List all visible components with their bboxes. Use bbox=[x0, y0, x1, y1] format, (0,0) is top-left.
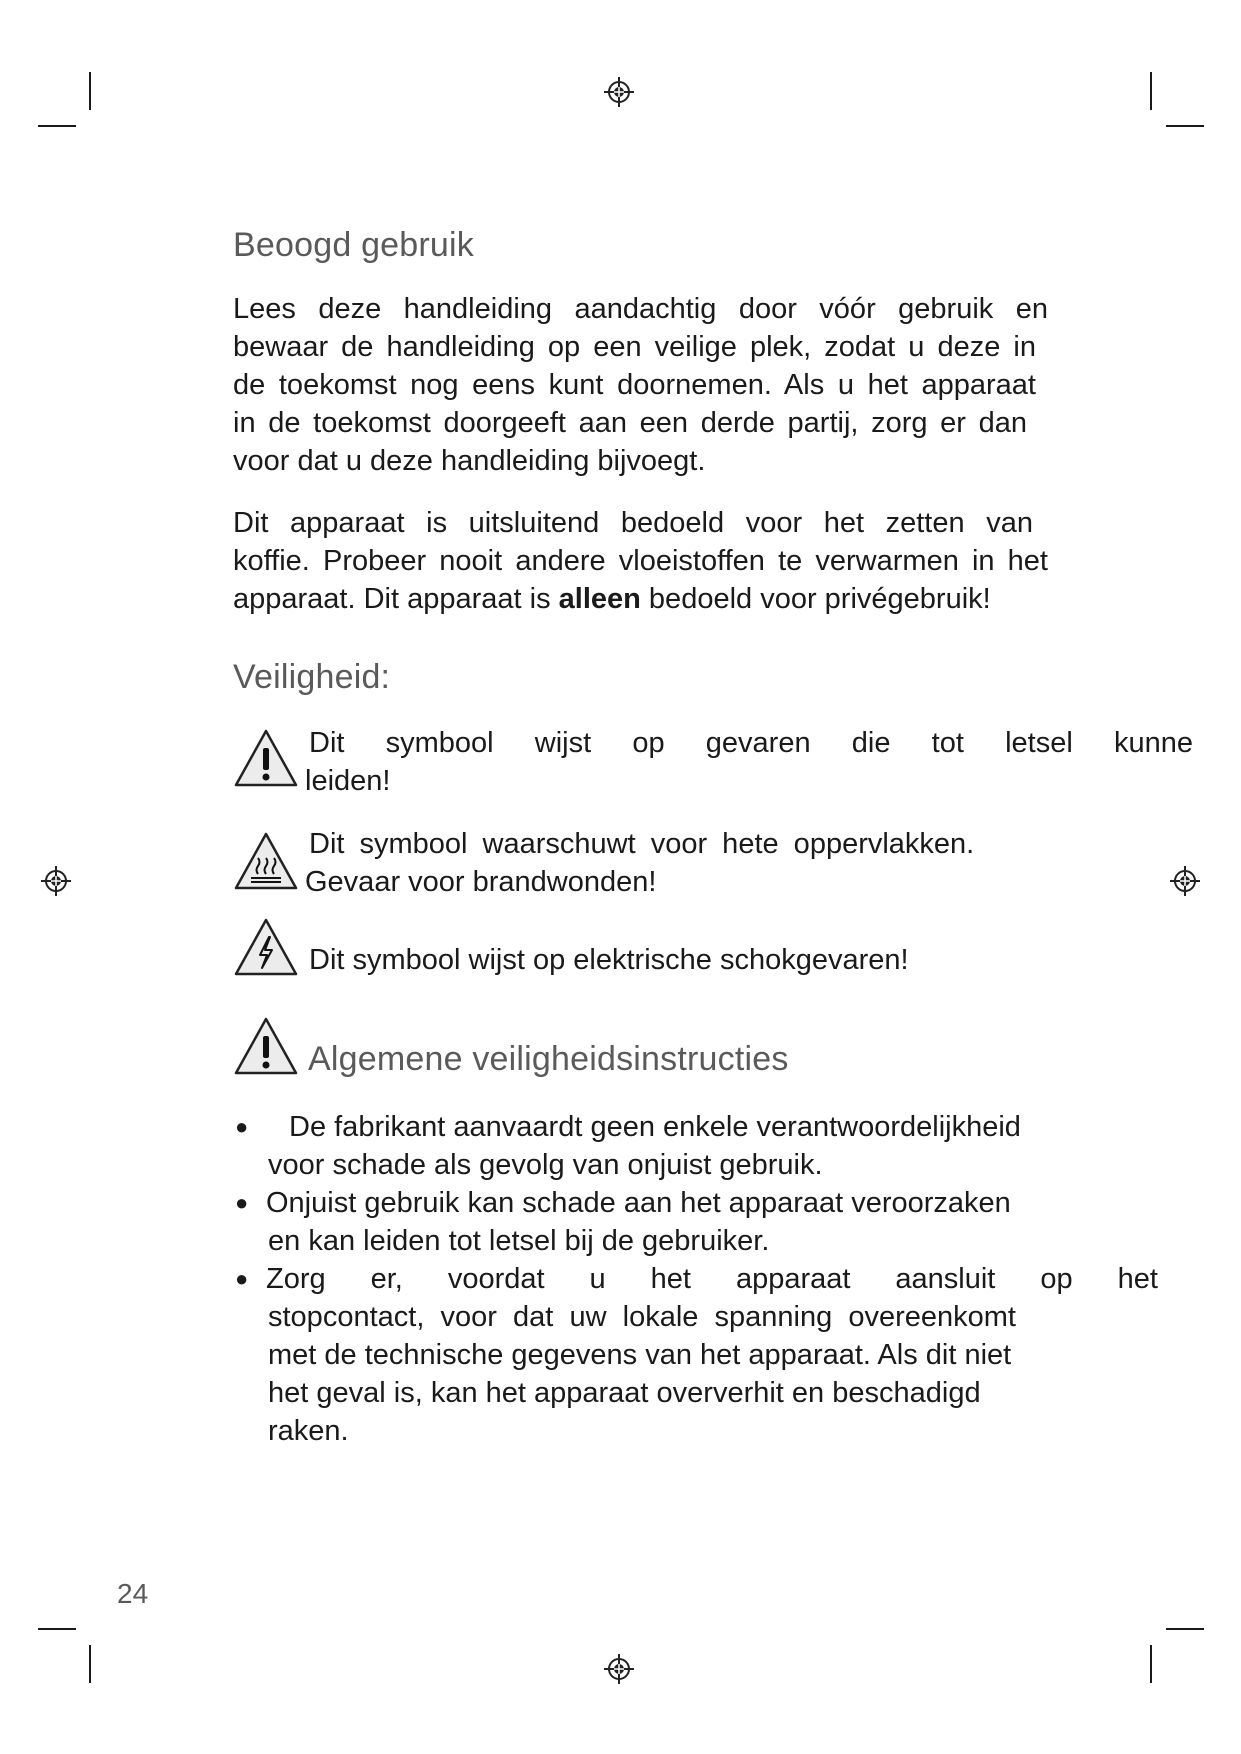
list-item bbox=[233, 1260, 1158, 1450]
section-heading-safety: Veiligheid: bbox=[233, 658, 391, 696]
text-line: de toekomst nog eens kunt doornemen. Als u het apparaat bbox=[233, 369, 1036, 401]
text-line: bewaar de handleiding op een veilige plek, zodat u deze in bbox=[233, 331, 1036, 363]
text-line: en kan leiden tot letsel bij de gebruiker. bbox=[268, 1225, 770, 1257]
text-line: Gevaar voor brandwonden! bbox=[305, 866, 657, 898]
text-line: voor dat u deze handleiding bijvoegt. bbox=[233, 445, 706, 477]
word: wijst bbox=[534, 727, 592, 759]
word: apparaat bbox=[735, 1263, 851, 1295]
section-heading-general-safety: Algemene veiligheidsinstructies bbox=[308, 1040, 789, 1078]
word: gevaren bbox=[705, 727, 811, 759]
text-line: Dit symbool waarschuwt voor hete oppervlakken. bbox=[309, 828, 975, 860]
crop-mark bbox=[89, 72, 91, 110]
text-line: leiden! bbox=[305, 765, 391, 797]
crop-mark bbox=[38, 1628, 76, 1630]
word: op bbox=[632, 727, 665, 759]
page-number: 24 bbox=[117, 1578, 149, 1609]
text-line bbox=[233, 580, 1048, 618]
crop-mark bbox=[1150, 1645, 1152, 1683]
word: die bbox=[851, 727, 891, 759]
word: Dit bbox=[309, 727, 345, 759]
word: het bbox=[1117, 1263, 1158, 1295]
intended-use-paragraph-2 bbox=[233, 504, 1048, 618]
text-line: Onjuist gebruik kan schade aan het apparaat veroorzaken bbox=[266, 1187, 1011, 1219]
bullet-dot-icon: ● bbox=[235, 1266, 249, 1291]
word: Zorg bbox=[266, 1263, 326, 1295]
word: letsel bbox=[1005, 727, 1073, 759]
warning-exclamation-icon bbox=[233, 728, 299, 788]
safety-bullet-list bbox=[233, 1108, 1158, 1448]
text-line: Dit apparaat is uitsluitend bedoeld voor het zetten van bbox=[233, 507, 1033, 539]
symbol-row-danger bbox=[233, 724, 1193, 804]
hot-surface-icon bbox=[233, 831, 299, 891]
registration-mark-icon bbox=[604, 77, 634, 107]
crop-mark bbox=[89, 1645, 91, 1683]
justified-line bbox=[305, 825, 1057, 863]
symbol-row-electric-shock bbox=[233, 915, 1193, 985]
emphasis-alleen: alleen bbox=[558, 583, 641, 615]
registration-mark-icon bbox=[604, 1654, 634, 1684]
text-run: apparaat. Dit apparaat is bbox=[233, 583, 559, 615]
word: voordat bbox=[447, 1263, 545, 1295]
crop-mark bbox=[38, 125, 76, 127]
text-run: bedoeld voor privégebruik! bbox=[640, 583, 991, 615]
word: aansluit bbox=[895, 1263, 996, 1295]
text-line: raken. bbox=[268, 1415, 349, 1447]
text-line: De fabrikant aanvaardt geen enkele verantwoordelijkheid bbox=[289, 1111, 1021, 1143]
word: tot bbox=[931, 727, 964, 759]
list-item bbox=[233, 1108, 1158, 1184]
electric-shock-icon bbox=[233, 917, 299, 977]
word: u bbox=[589, 1263, 606, 1295]
section-heading-intended-use: Beoogd gebruik bbox=[233, 226, 474, 264]
text-line: met de technische gegevens van het apparaat. Als dit niet bbox=[268, 1339, 1012, 1371]
word: op bbox=[1040, 1263, 1073, 1295]
warning-exclamation-icon bbox=[233, 1016, 299, 1076]
intended-use-paragraph-1 bbox=[233, 290, 1048, 480]
text-line: voor schade als gevolg van onjuist gebruik. bbox=[268, 1149, 823, 1181]
crop-mark bbox=[1166, 1628, 1204, 1630]
word: het bbox=[650, 1263, 691, 1295]
registration-mark-icon bbox=[41, 866, 71, 896]
crop-mark bbox=[1150, 72, 1152, 110]
text-line: in de toekomst doorgeeft aan een derde partij, zorg er dan bbox=[233, 407, 1027, 439]
text-line: stopcontact, voor dat uw lokale spanning overeenkomt bbox=[268, 1301, 1016, 1333]
text-line: het geval is, kan het apparaat oververhit en beschadigd bbox=[268, 1377, 981, 1409]
crop-mark bbox=[1166, 125, 1204, 127]
word: symbool bbox=[385, 727, 494, 759]
symbol-text bbox=[305, 724, 1193, 800]
word: kunne bbox=[1113, 727, 1193, 759]
bullet-dot-icon: ● bbox=[235, 1190, 249, 1215]
text-line: Dit symbool wijst op elektrische schokgevaren! bbox=[309, 944, 909, 976]
word: er, bbox=[370, 1263, 403, 1295]
bullet-dot-icon: ● bbox=[235, 1114, 249, 1139]
symbol-text bbox=[309, 941, 909, 979]
text-line: Lees deze handleiding aandachtig door vóór gebruik en bbox=[233, 293, 1048, 325]
symbol-text bbox=[305, 825, 1057, 901]
justified-line bbox=[266, 1260, 1158, 1298]
list-item bbox=[233, 1184, 1158, 1260]
symbol-row-hot-surface bbox=[233, 825, 1193, 905]
justified-line bbox=[305, 724, 1193, 762]
text-line: koffie. Probeer nooit andere vloeistoffen te verwarmen in het bbox=[233, 545, 1048, 577]
